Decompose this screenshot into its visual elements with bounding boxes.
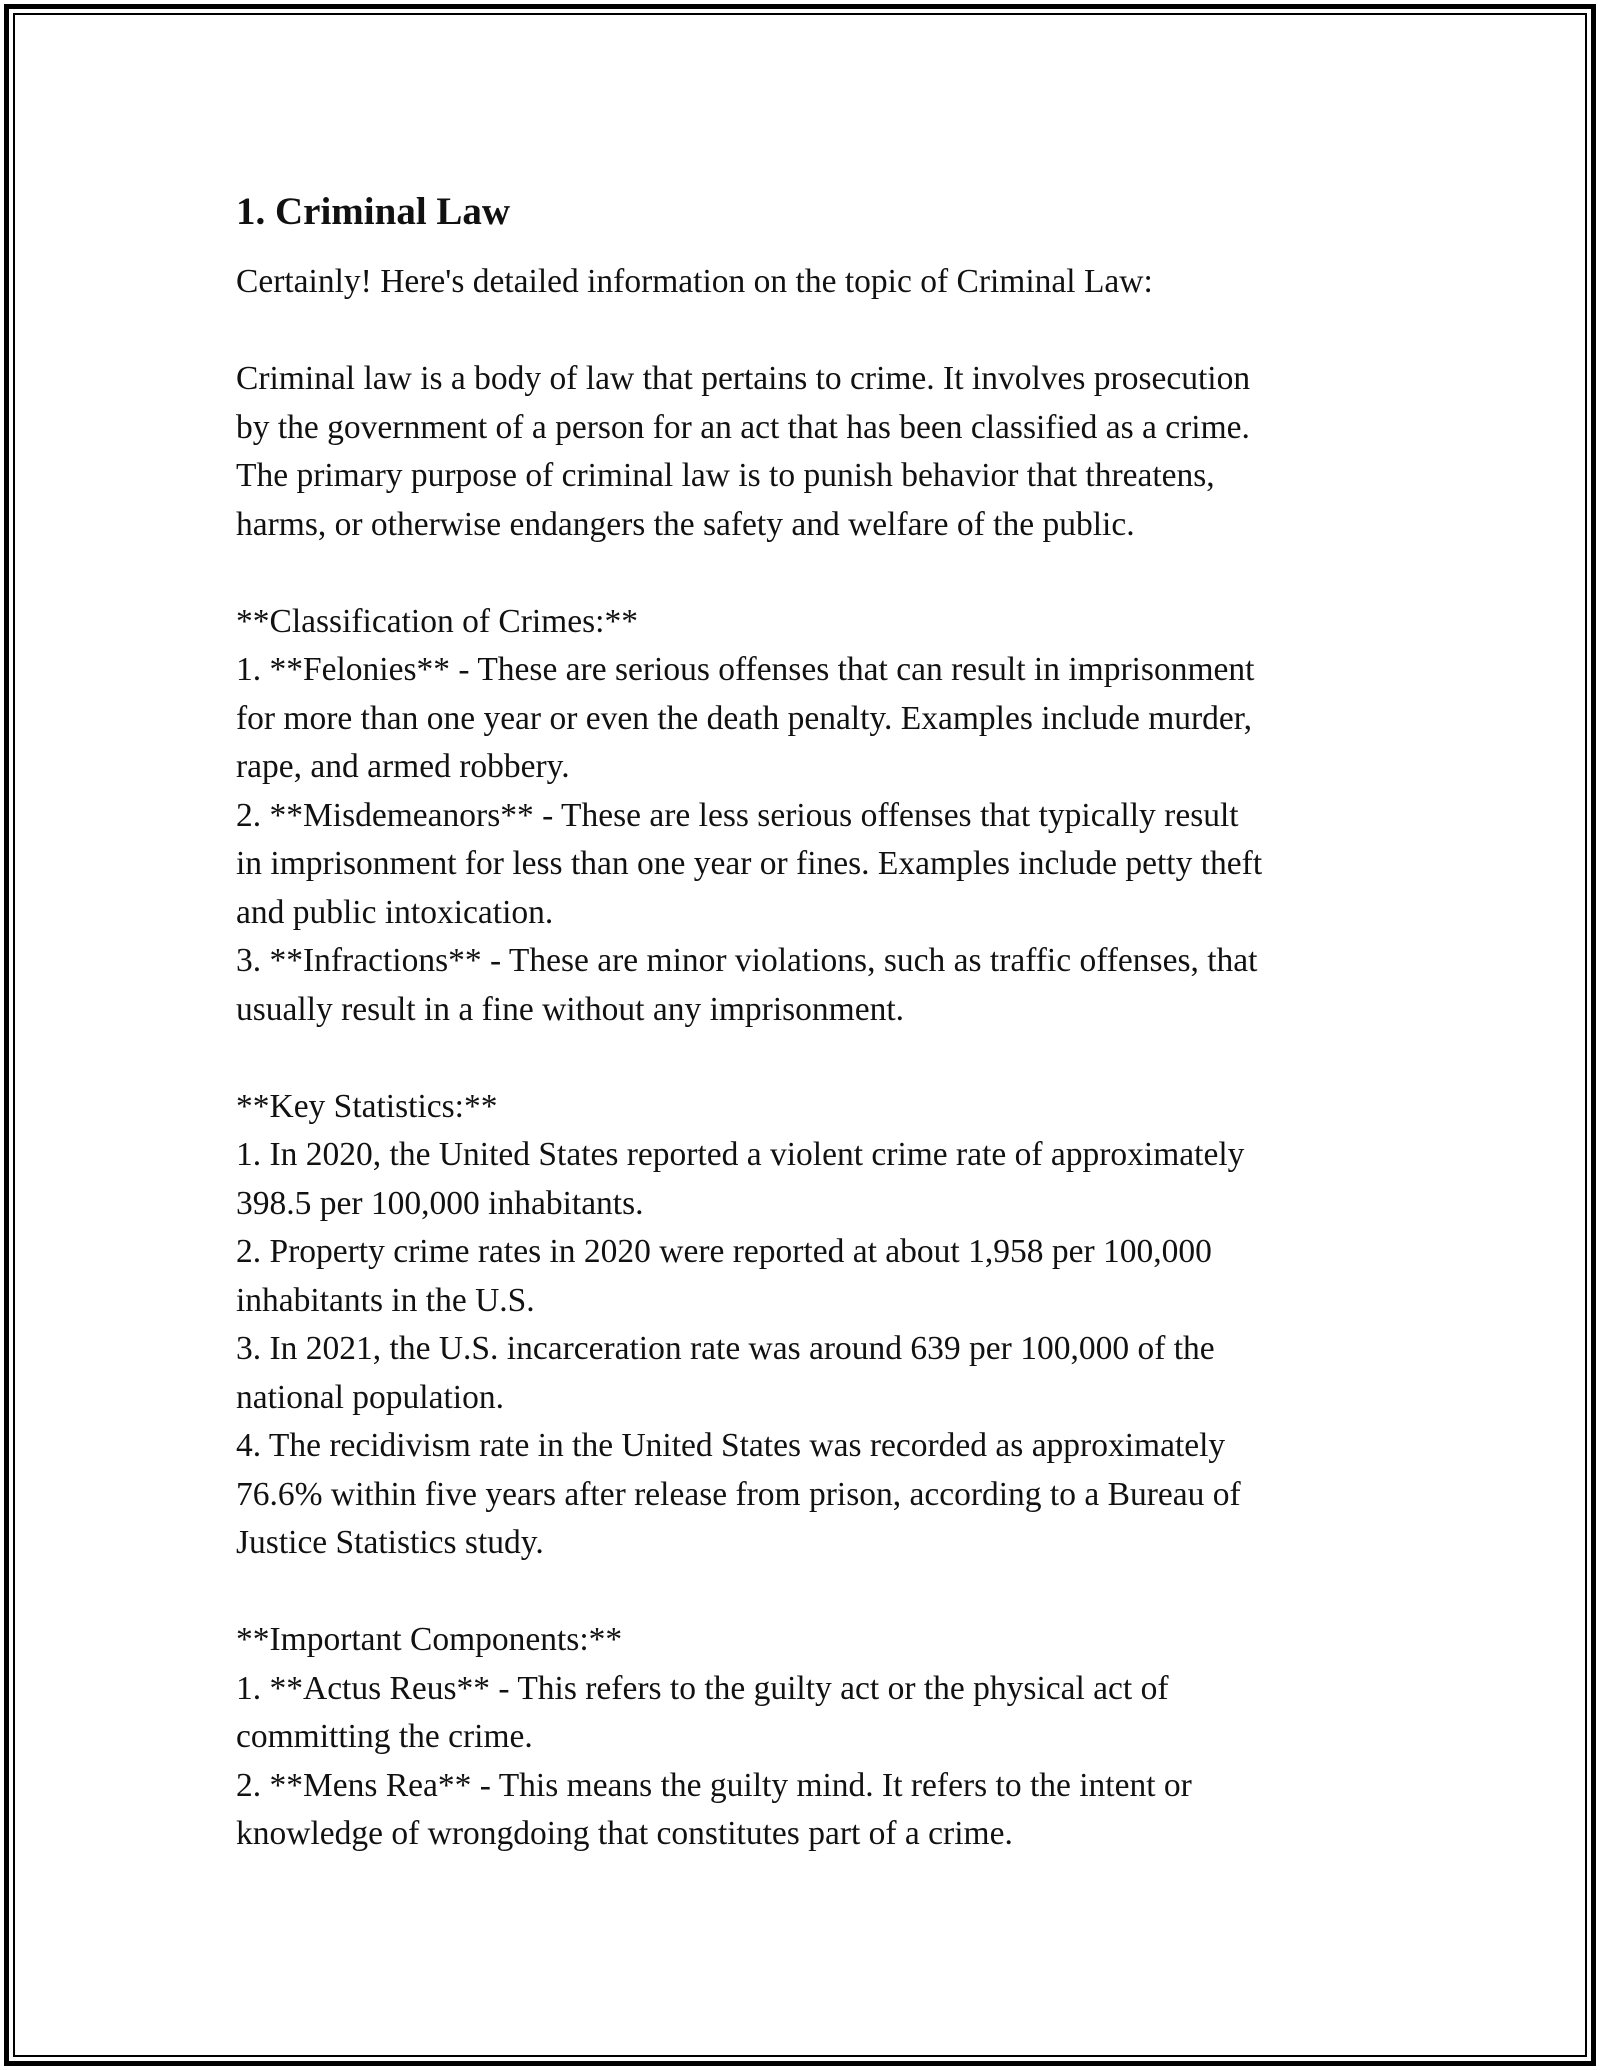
classification-item-infractions: 3. **Infractions** - These are minor violations, such as traffic offenses, that usually result in a fine without any imprisonment.: [236, 942, 1258, 1028]
components-section: [236, 1616, 1396, 1859]
components-item-mens-rea: 2. **Mens Rea** - This means the guilty mind. It refers to the intent or knowledge of wrongdoing that constitutes part of a crime.: [236, 1766, 1192, 1852]
statistics-item-violent-crime: 1. In 2020, the United States reported a violent crime rate of approximately 398.5 per 100,000 inhabitants.: [236, 1136, 1245, 1222]
statistics-item-recidivism: 4. The recidivism rate in the United States was recorded as approximately 76.6% within five years after release from prison, according to a Bureau of Justice Statistics study.: [236, 1427, 1241, 1561]
paragraph-gap: [236, 1568, 1396, 1617]
classification-item-misdemeanors: 2. **Misdemeanors** - These are less serious offenses that typically result in imprisonment for less than one year or fines. Examples include petty theft and public intoxication.: [236, 796, 1263, 931]
definition-paragraph: Criminal law is a body of law that pertains to crime. It involves prosecution by the government of a person for an act that has been classified as a crime. The primary purpose of criminal law is to punish behavior that threatens, harms, or otherwise endangers the safety and welfare of the public.: [236, 360, 1251, 543]
paragraph-gap: [236, 307, 1396, 356]
statistics-item-property-crime: 2. Property crime rates in 2020 were reported at about 1,958 per 100,000 inhabitants in the U.S.: [236, 1233, 1212, 1319]
document-body: [236, 186, 1396, 1859]
classification-section: [236, 598, 1396, 1035]
intro-paragraph: Certainly! Here's detailed information on the topic of Criminal Law:: [236, 263, 1153, 300]
classification-item-felonies: 1. **Felonies** - These are serious offenses that can result in imprisonment for more than one year or even the death penalty. Examples include murder, rape, and armed robbery.: [236, 651, 1255, 785]
components-item-actus-reus: 1. **Actus Reus** - This refers to the guilty act or the physical act of committing the crime.: [236, 1669, 1169, 1755]
statistics-heading: **Key Statistics:**: [236, 1087, 498, 1125]
statistics-section: [236, 1083, 1396, 1568]
statistics-item-incarceration: 3. In 2021, the U.S. incarceration rate was around 639 per 100,000 of the national population.: [236, 1330, 1215, 1416]
document-title: 1. Criminal Law: [236, 190, 511, 233]
paragraph-gap: [236, 549, 1396, 598]
paragraph-gap: [236, 1034, 1396, 1083]
components-heading: **Important Components:**: [236, 1621, 623, 1658]
classification-heading: **Classification of Crimes:**: [236, 602, 638, 640]
